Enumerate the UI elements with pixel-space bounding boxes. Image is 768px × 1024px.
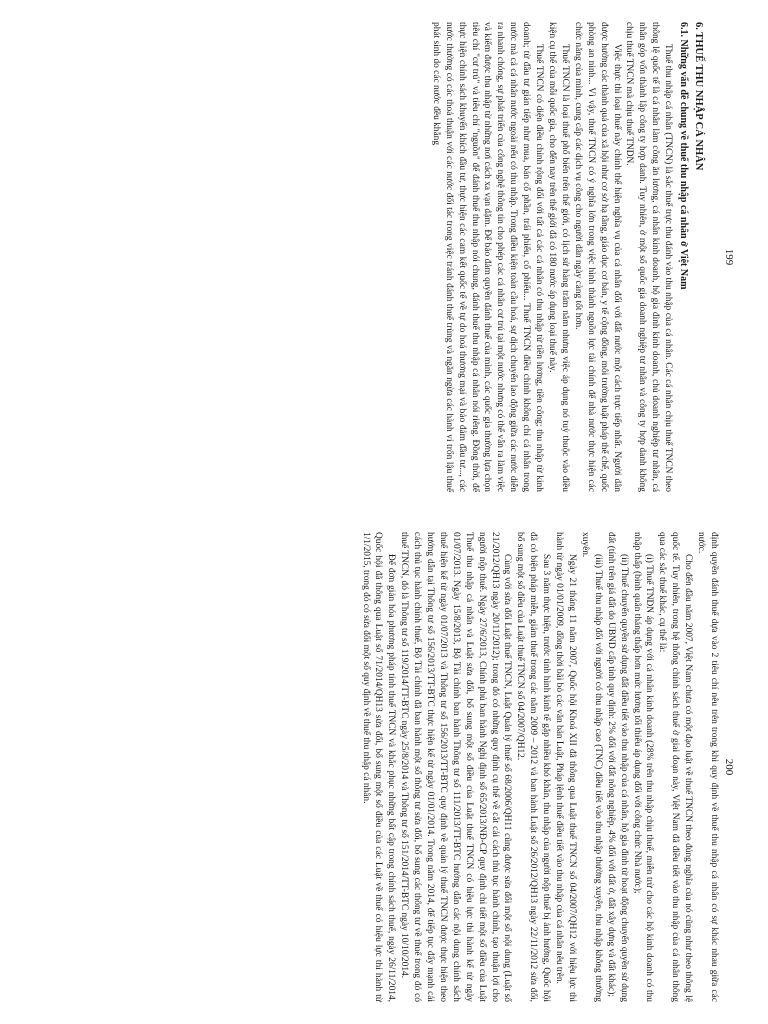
right-page-body (359, 532, 720, 1002)
paragraph: Sau 3 năm thực hiện, trước tình hình kinh tế gặp nhiều khó khăn, thu nhập của người nộp thuế bị ảnh hưởng, Quốc hội đã có biện pháp miễn, giảm thuế trong các năm 2009 – 2012 và ban hành Luật số 26/2012/QH13 ngày 22/11/2012 sửa đổi, bổ sung một số điều của Luật thuế TNCN số 04/2007/QH12. (515, 532, 552, 1002)
paragraph: Thuế TNCN có diện điều chỉnh rộng đối với tất cả các cá nhân có thu nhập từ tiền lương, tiền công; thu nhập từ kinh doanh; từ đầu tư gián tiếp như mua, bán cổ phần, trái phiếu, cổ phiếu... Thuế TNCN điều chỉnh không chỉ cá nhân trong nước mà cả cá nhân nước ngoài nếu có thu nhập. Trong điều kiện toàn cầu hoá, sự dịch chuyển lao động giữa các nước diễn ra nhanh chóng, sự phát triển của công nghệ thông tin cho phép các cá nhân cư trú tại một nước nhưng có thể vẫn ra làm việc và kiếm được thu nhập từ những nơi cách xa vạn dặm. Để bảo đảm quyền đánh thuế của mình, các quốc gia thường lựa chọn tiêu chí "cư trú" và tiêu chí "nguồn" để đánh thuế thu nhập nói chung, đánh thuế thu nhập cá nhân nói riêng. Đồng thời, để thực hiện chính sách khuyến khích đầu tư, thực hiện các cam kết quốc tế về tự do hoá thương mại và bảo đảm đầu tư..., các nước thường có các thoả thuận với các nước đối tác trong việc tránh đánh thuế trùng và ngăn ngừa các hành vi trốn lậu thuế phát sinh do các nước đều khẳng (430, 22, 545, 492)
paragraph: Cùng với sửa đổi Luật thuế TNCN, Luật Quản lý thuế số 68/2006/QH11 cũng được sửa đổi một số nội dung (Luật số 21/2012/QH13 ngày 20/11/2012); trong đó có những quy định cụ thể về cắt cải cách thủ tục hành chính, tạo thuận lợi cho người nộp thuế. Ngày 27/6/2013, Chính phủ ban hành Nghị định số 65/2013/NĐ-CP quy định chi tiết một số điều của Luật Thuế thu nhập cá nhân và Luật sửa đổi, bổ sung một số điều của Luật thuế TNCN có hiệu lực thi hành kể từ ngày 01/07/2013. Ngày 15/8/2013, Bộ Tài chính ban hành Thông tư số 111/2013/TT-BTC hướng dẫn các nội dung chính sách thuế hiện kể từ ngày 01/07/2013 và Thông tư số 156/2013/TT-BTC quy định về quản lý thuế TNCN được thực hiện theo hướng dẫn tại Thông tư số 156/2013/TT-BTC thực hiện kể từ ngày 01/01/2014. Trong năm 2014, để tiếp tục đẩy mạnh cải cách thủ tục hành chính thuế, Bộ Tài chính đã ban hành một số thông tư sửa đổi, bổ sung các thông tư về thuế trong đó có thuế TNCN, đó là Thông tư số 119/2014/TT-BTC ngày 25/8/2014 và Thông tư số 151/2014/TT-BTC ngày 10/10/2014. (399, 532, 513, 1002)
paragraph: Để đơn giản hóa phương pháp tính thuế TNCN và khắc phục những bất cập trong chính sách thuế, ngày 26/11/2014, Quốc hội đã thông qua Luật số 71/2014/QH13 sửa đổi, bổ sung một số điều của các Luật về thuế có hiệu lực thi hành từ 1/1/2015, trong đó có sửa đổi một số quy định về thuế thu nhập cá nhân. (360, 532, 397, 1002)
paragraph: Việc thực thi loại thuế này chính thể hiện nghĩa vụ của cá nhân đối với đất nước một cách trực tiếp nhất. Người dân được hưởng các thành quả của xã hội như cơ sở hạ tầng, giáo dục cơ bản, y tế cộng đồng, môi trường luật pháp thể chế, quốc phòng an ninh... Vì vậy, thuế TNCN có ý nghĩa lớn trong việc hình thành nguồn lực tài chính để nhà nước thực hiện các chức năng của mình, cung cấp các dịch vụ công cho người dân ngày càng tốt hơn. (572, 22, 622, 492)
paragraph: Cho đến đầu năm 2007, Việt Nam chưa có một đạo luật về thuế TNCN theo đúng nghĩa của nó cũng như theo thông lệ quốc tế. Tuy nhiên, trong hệ thống chính sách thuế ở giai đoạn này, Việt Nam đã điều tiết vào thu nhập của cá nhân thông qua các sắc thuế khác, cụ thể là: (657, 532, 694, 1002)
paragraph: định quyền đánh thuế dựa vào 2 tiêu chí nêu trên trong khi quy định về thuế thu nhập cá nhân có sự khác nhau giữa các nước. (696, 532, 719, 1002)
left-page-body (429, 22, 720, 492)
paragraph: (iii) Thuế thu nhập đối với người có thu nhập cao (TNC) điều tiết vào thu nhập thường xuyên, thu nhập không thường xuyên. (579, 532, 603, 1002)
paragraph: (ii) Thuế chuyển quyền sử dụng đất điều tiết vào thu nhập của cá nhân, hộ gia đình từ hoạt động chuyển quyền sử dụng đất (tính trên giá đất do UBND cấp tỉnh quy định: 2% đối với đất nông nghiệp, 4% đối với đất ở, đất xây dựng và đất khác); (605, 532, 629, 1002)
paragraph: Thuế TNCN là loại thuế phổ biến trên thế giới, có lịch sử hàng trăm năm nhưng việc áp dụng nó tuỳ thuộc vào điều kiện cụ thể của mỗi quốc gia, cho đến nay trên thế giới đã có 180 nước áp dụng loại thuế này. (547, 22, 570, 492)
top-spacer (710, 22, 720, 492)
paragraph: Ngày 21 tháng 11 năm 2007, Quốc hội Khoá XII đã thông qua Luật thuế TNCN số 04/2007/QH12 với hiệu lực thi hành từ ngày 01/01/2009, đồng thời bãi bỏ các văn bản Luật, Pháp lệnh thuế điều tiết vào thu nhập của cá nhân nêu trên. (554, 532, 578, 1002)
page-number-left: 199 (723, 248, 735, 266)
paragraph: Thuế thu nhập cá nhân (TNCN) là sắc thuế trực thu đánh vào thu nhập của cá nhân. Các cá nhân chịu thuế TNCN theo thông lệ quốc tế là cá nhân làm công ăn lương, cá nhân kinh doanh, hộ gia đình kinh doanh, chủ doanh nghiệp tư nhân, cá nhân góp vốn thành lập công ty hợp danh. Tuy nhiên, ở một số quốc gia doanh nghiệp tư nhân và công ty hợp danh không chịu thuế TNCN mà chịu thuế TNDN. (624, 22, 674, 492)
book-spread (24, 12, 744, 1012)
right-page (24, 522, 744, 1012)
section-heading: 6. THUẾ THU NHẬP CÁ NHÂN (693, 22, 704, 171)
subsection-heading: 6.1. Những vấn đề chung về thuế thu nhập cá nhân ở Việt Nam (678, 22, 690, 290)
left-page (24, 12, 744, 502)
page-number-right: 200 (723, 758, 735, 776)
paragraph: (i) Thuế TNDN áp dụng với cá nhân kinh doanh (28% trên thu nhập chịu thuế, miễn trừ cho các hộ kinh doanh có thu nhập thấp (bình quân tháng thấp hơn mức lương tối thiểu áp dụng đối với công chức Nhà nước); (631, 532, 655, 1002)
